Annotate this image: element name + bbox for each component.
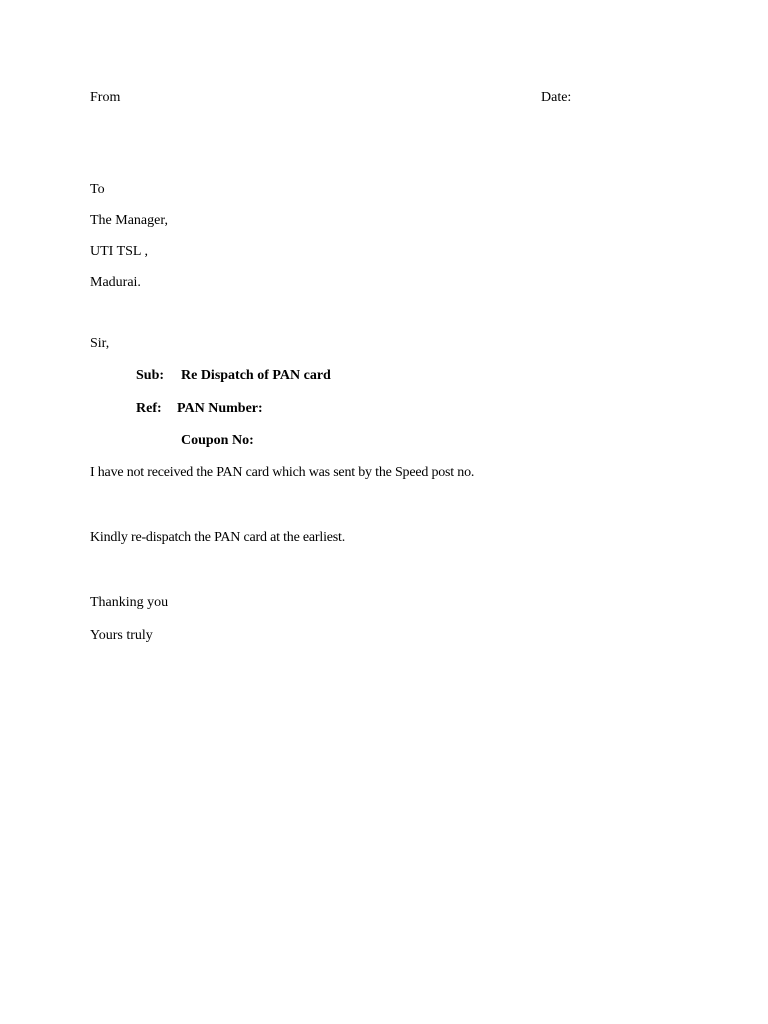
subject-label: Sub:	[136, 368, 165, 383]
recipient-organization: UTI TSL ,	[90, 244, 148, 259]
reference-label: Ref:	[136, 401, 162, 416]
date-label: Date:	[541, 90, 572, 105]
closing-thanks: Thanking you	[90, 595, 169, 610]
salutation: Sir,	[90, 336, 110, 351]
subject-text: Re Dispatch of PAN card	[181, 368, 331, 383]
to-label: To	[90, 182, 105, 197]
recipient-title: The Manager,	[90, 213, 168, 228]
from-label: From	[90, 90, 121, 105]
pan-number-label: PAN Number:	[177, 401, 263, 416]
coupon-number-label: Coupon No:	[181, 433, 254, 448]
recipient-city: Madurai.	[90, 275, 141, 290]
body-paragraph-2: Kindly re-dispatch the PAN card at the earliest.	[90, 530, 346, 545]
closing-signoff: Yours truly	[90, 628, 153, 643]
body-paragraph-1: I have not received the PAN card which was sent by the Speed post no.	[90, 465, 475, 480]
